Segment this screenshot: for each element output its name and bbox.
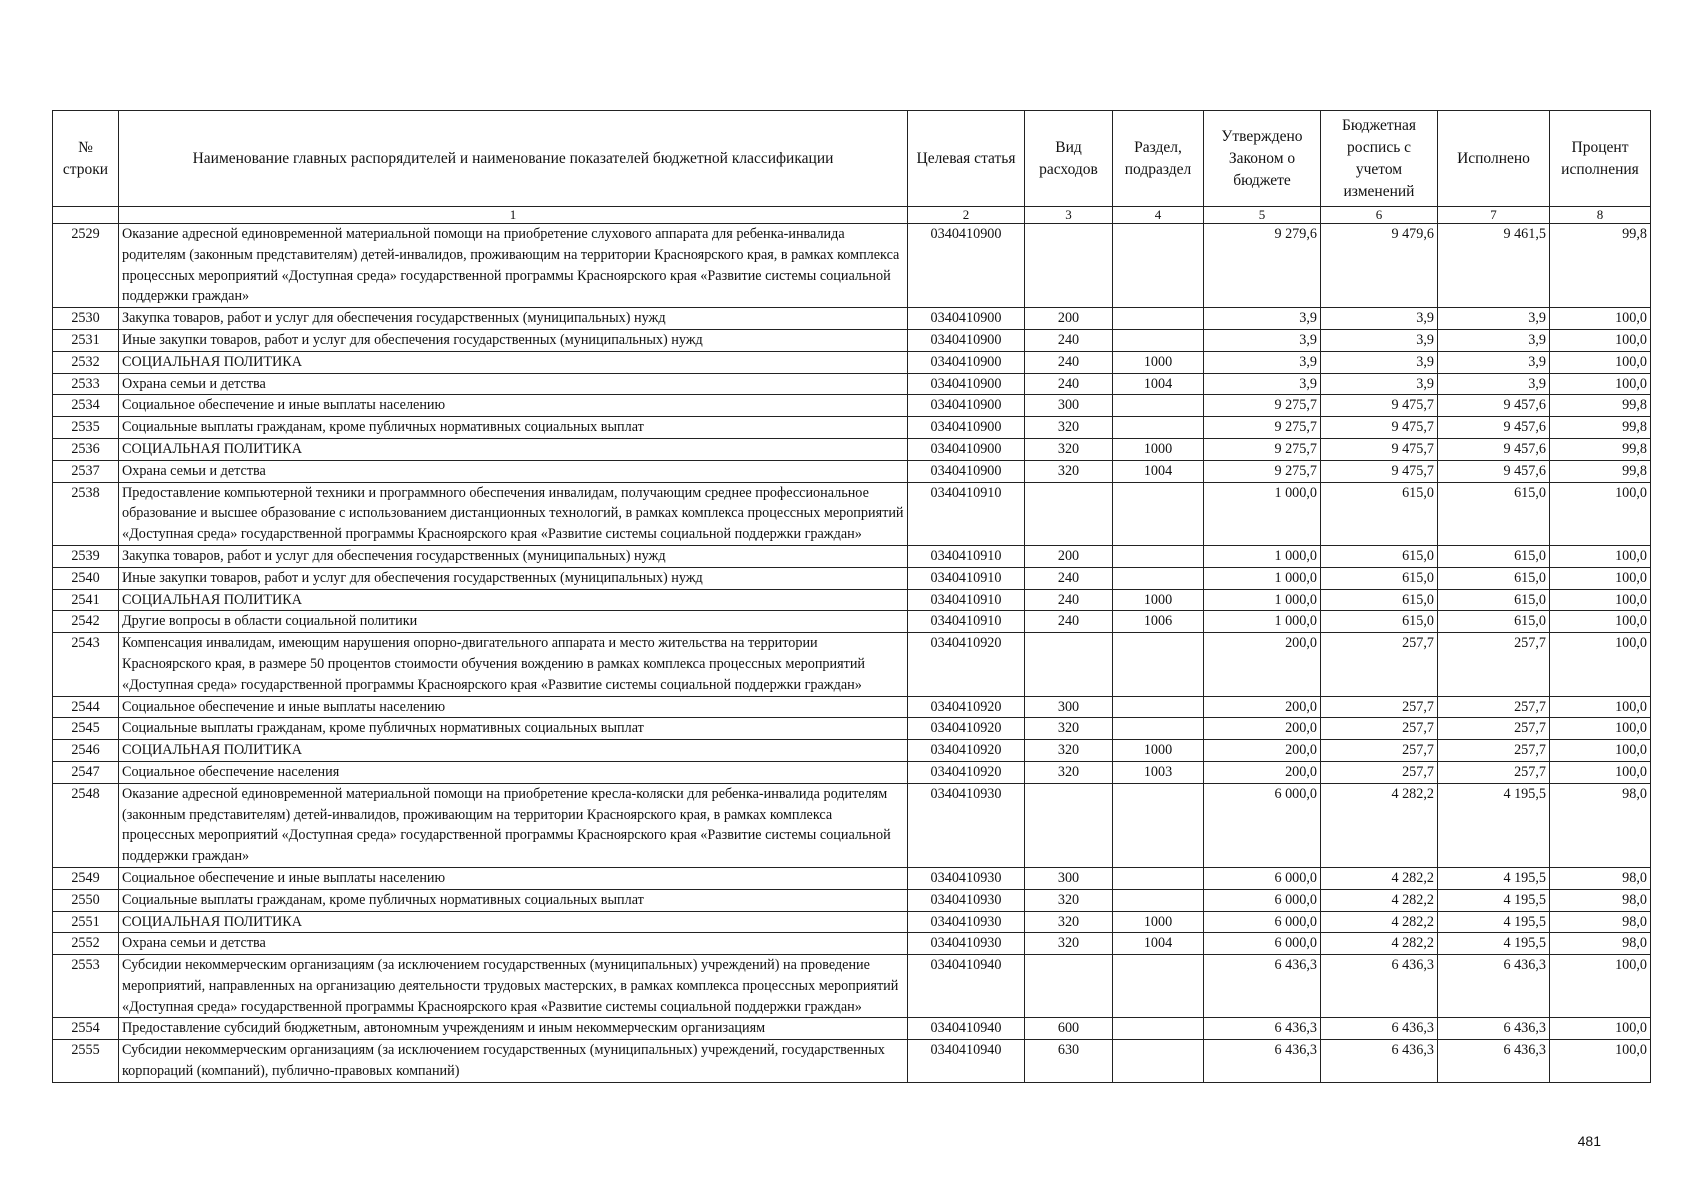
target-article-cell: 0340410920 (908, 761, 1025, 783)
percent-cell: 100,0 (1550, 633, 1651, 696)
table-row (53, 224, 1651, 308)
percent-cell: 99,8 (1550, 460, 1651, 482)
approved-amount-cell: 6 000,0 (1204, 889, 1321, 911)
header-section: Раздел, подраздел (1113, 111, 1204, 207)
approved-amount-cell: 200,0 (1204, 696, 1321, 718)
section-cell (1113, 545, 1204, 567)
expense-kind-cell: 240 (1025, 373, 1113, 395)
executed-amount-cell: 4 195,5 (1438, 933, 1550, 955)
expense-kind-cell: 300 (1025, 696, 1113, 718)
percent-cell: 100,0 (1550, 351, 1651, 373)
schedule-amount-cell: 9 475,7 (1321, 438, 1438, 460)
header-target-article: Целевая статья (908, 111, 1025, 207)
header-budget-schedule: Бюджетная роспись с учетом изменений (1321, 111, 1438, 207)
target-article-cell: 0340410920 (908, 696, 1025, 718)
executed-amount-cell: 9 457,6 (1438, 417, 1550, 439)
expense-kind-cell: 630 (1025, 1040, 1113, 1083)
executed-amount-cell: 6 436,3 (1438, 955, 1550, 1018)
target-article-cell: 0340410940 (908, 1040, 1025, 1083)
executed-amount-cell: 257,7 (1438, 696, 1550, 718)
approved-amount-cell: 200,0 (1204, 740, 1321, 762)
row-number-cell: 2539 (53, 545, 119, 567)
percent-cell: 100,0 (1550, 545, 1651, 567)
target-article-cell: 0340410900 (908, 224, 1025, 308)
target-article-cell: 0340410930 (908, 911, 1025, 933)
percent-cell: 98,0 (1550, 867, 1651, 889)
table-row (53, 783, 1651, 867)
table-row (53, 740, 1651, 762)
page-number: 481 (1577, 1133, 1601, 1149)
executed-amount-cell: 257,7 (1438, 761, 1550, 783)
target-article-cell: 0340410920 (908, 633, 1025, 696)
percent-cell: 99,8 (1550, 395, 1651, 417)
expense-kind-cell: 240 (1025, 567, 1113, 589)
target-article-cell: 0340410910 (908, 611, 1025, 633)
schedule-amount-cell: 4 282,2 (1321, 933, 1438, 955)
column-number: 5 (1204, 207, 1321, 224)
percent-cell: 100,0 (1550, 589, 1651, 611)
expense-kind-cell (1025, 482, 1113, 545)
expense-kind-cell: 320 (1025, 761, 1113, 783)
executed-amount-cell: 615,0 (1438, 611, 1550, 633)
percent-cell: 99,8 (1550, 417, 1651, 439)
schedule-amount-cell: 4 282,2 (1321, 911, 1438, 933)
column-number: 4 (1113, 207, 1204, 224)
table-header (53, 111, 1651, 207)
section-cell: 1004 (1113, 460, 1204, 482)
section-cell: 1000 (1113, 911, 1204, 933)
target-article-cell: 0340410930 (908, 783, 1025, 867)
name-cell: Социальное обеспечение и иные выплаты населению (119, 395, 908, 417)
name-cell: СОЦИАЛЬНАЯ ПОЛИТИКА (119, 589, 908, 611)
name-cell: Социальное обеспечение населения (119, 761, 908, 783)
approved-amount-cell: 200,0 (1204, 633, 1321, 696)
table-row (53, 633, 1651, 696)
approved-amount-cell: 9 275,7 (1204, 438, 1321, 460)
approved-amount-cell: 9 275,7 (1204, 395, 1321, 417)
target-article-cell: 0340410900 (908, 417, 1025, 439)
target-article-cell: 0340410900 (908, 308, 1025, 330)
section-cell (1113, 482, 1204, 545)
target-article-cell: 0340410920 (908, 740, 1025, 762)
executed-amount-cell: 4 195,5 (1438, 783, 1550, 867)
column-number: 7 (1438, 207, 1550, 224)
row-number-cell: 2555 (53, 1040, 119, 1083)
section-cell (1113, 329, 1204, 351)
percent-cell: 100,0 (1550, 329, 1651, 351)
executed-amount-cell: 257,7 (1438, 633, 1550, 696)
row-number-cell: 2547 (53, 761, 119, 783)
target-article-cell: 0340410900 (908, 373, 1025, 395)
section-cell (1113, 955, 1204, 1018)
executed-amount-cell: 6 436,3 (1438, 1018, 1550, 1040)
row-number-cell: 2529 (53, 224, 119, 308)
section-cell (1113, 567, 1204, 589)
schedule-amount-cell: 3,9 (1321, 351, 1438, 373)
expense-kind-cell: 300 (1025, 867, 1113, 889)
header-percent: Процент исполнения (1550, 111, 1651, 207)
name-cell: Охрана семьи и детства (119, 460, 908, 482)
approved-amount-cell: 3,9 (1204, 373, 1321, 395)
name-cell: Охрана семьи и детства (119, 373, 908, 395)
name-cell: СОЦИАЛЬНАЯ ПОЛИТИКА (119, 740, 908, 762)
row-number-cell: 2536 (53, 438, 119, 460)
table-row (53, 308, 1651, 330)
column-number (53, 207, 119, 224)
name-cell: Социальные выплаты гражданам, кроме публичных нормативных социальных выплат (119, 889, 908, 911)
row-number-cell: 2535 (53, 417, 119, 439)
executed-amount-cell: 615,0 (1438, 545, 1550, 567)
section-cell (1113, 1040, 1204, 1083)
target-article-cell: 0340410900 (908, 329, 1025, 351)
executed-amount-cell: 3,9 (1438, 351, 1550, 373)
percent-cell: 98,0 (1550, 889, 1651, 911)
expense-kind-cell: 320 (1025, 740, 1113, 762)
row-number-cell: 2545 (53, 718, 119, 740)
table-row (53, 545, 1651, 567)
percent-cell: 98,0 (1550, 933, 1651, 955)
name-cell: Компенсация инвалидам, имеющим нарушения опорно-двигательного аппарата и место жительства на территории Красноярского края, в размере 50 процентов стоимости обучения вождению в рамках комплекса процессных мероприятий «Доступная среда» государственной программы Красноярского края «Развитие системы социальной поддержки граждан» (119, 633, 908, 696)
header-row-number: № строки (53, 111, 119, 207)
table-row (53, 482, 1651, 545)
header-name: Наименование главных распорядителей и наименование показателей бюджетной классификации (119, 111, 908, 207)
approved-amount-cell: 1 000,0 (1204, 589, 1321, 611)
name-cell: СОЦИАЛЬНАЯ ПОЛИТИКА (119, 351, 908, 373)
expense-kind-cell (1025, 633, 1113, 696)
table-row (53, 351, 1651, 373)
row-number-cell: 2554 (53, 1018, 119, 1040)
approved-amount-cell: 9 279,6 (1204, 224, 1321, 308)
header-expense-kind: Вид расходов (1025, 111, 1113, 207)
percent-cell: 99,8 (1550, 224, 1651, 308)
table-row (53, 589, 1651, 611)
expense-kind-cell: 600 (1025, 1018, 1113, 1040)
budget-execution-table (52, 110, 1651, 1083)
schedule-amount-cell: 3,9 (1321, 373, 1438, 395)
schedule-amount-cell: 4 282,2 (1321, 783, 1438, 867)
target-article-cell: 0340410910 (908, 567, 1025, 589)
executed-amount-cell: 3,9 (1438, 329, 1550, 351)
schedule-amount-cell: 615,0 (1321, 611, 1438, 633)
percent-cell: 100,0 (1550, 718, 1651, 740)
target-article-cell: 0340410930 (908, 867, 1025, 889)
executed-amount-cell: 4 195,5 (1438, 911, 1550, 933)
section-cell (1113, 867, 1204, 889)
row-number-cell: 2549 (53, 867, 119, 889)
expense-kind-cell: 320 (1025, 417, 1113, 439)
target-article-cell: 0340410940 (908, 955, 1025, 1018)
percent-cell: 100,0 (1550, 1018, 1651, 1040)
target-article-cell: 0340410940 (908, 1018, 1025, 1040)
table-row (53, 761, 1651, 783)
executed-amount-cell: 257,7 (1438, 740, 1550, 762)
row-number-cell: 2538 (53, 482, 119, 545)
executed-amount-cell: 615,0 (1438, 589, 1550, 611)
table-row (53, 395, 1651, 417)
section-cell: 1006 (1113, 611, 1204, 633)
schedule-amount-cell: 257,7 (1321, 633, 1438, 696)
table-row (53, 1040, 1651, 1083)
approved-amount-cell: 9 275,7 (1204, 417, 1321, 439)
row-number-cell: 2548 (53, 783, 119, 867)
expense-kind-cell: 240 (1025, 329, 1113, 351)
schedule-amount-cell: 4 282,2 (1321, 889, 1438, 911)
name-cell: Субсидии некоммерческим организациям (за исключением государственных (муниципальных) учреждений, государственных корпораций (компаний), публично-правовых компаний) (119, 1040, 908, 1083)
schedule-amount-cell: 257,7 (1321, 740, 1438, 762)
approved-amount-cell: 200,0 (1204, 761, 1321, 783)
name-cell: СОЦИАЛЬНАЯ ПОЛИТИКА (119, 911, 908, 933)
row-number-cell: 2540 (53, 567, 119, 589)
expense-kind-cell: 320 (1025, 438, 1113, 460)
expense-kind-cell: 200 (1025, 545, 1113, 567)
target-article-cell: 0340410900 (908, 460, 1025, 482)
executed-amount-cell: 257,7 (1438, 718, 1550, 740)
schedule-amount-cell: 9 475,7 (1321, 395, 1438, 417)
percent-cell: 100,0 (1550, 1040, 1651, 1083)
approved-amount-cell: 1 000,0 (1204, 482, 1321, 545)
section-cell (1113, 1018, 1204, 1040)
schedule-amount-cell: 6 436,3 (1321, 1040, 1438, 1083)
section-cell (1113, 224, 1204, 308)
expense-kind-cell: 320 (1025, 718, 1113, 740)
expense-kind-cell (1025, 783, 1113, 867)
section-cell: 1003 (1113, 761, 1204, 783)
row-number-cell: 2533 (53, 373, 119, 395)
table-row (53, 611, 1651, 633)
header-approved: Утверждено Законом о бюджете (1204, 111, 1321, 207)
row-number-cell: 2542 (53, 611, 119, 633)
approved-amount-cell: 3,9 (1204, 329, 1321, 351)
executed-amount-cell: 3,9 (1438, 373, 1550, 395)
row-number-cell: 2546 (53, 740, 119, 762)
schedule-amount-cell: 4 282,2 (1321, 867, 1438, 889)
target-article-cell: 0340410900 (908, 438, 1025, 460)
schedule-amount-cell: 615,0 (1321, 567, 1438, 589)
name-cell: Социальное обеспечение и иные выплаты населению (119, 696, 908, 718)
name-cell: Иные закупки товаров, работ и услуг для обеспечения государственных (муниципальных) нужд (119, 329, 908, 351)
table-row (53, 867, 1651, 889)
target-article-cell: 0340410930 (908, 889, 1025, 911)
schedule-amount-cell: 6 436,3 (1321, 955, 1438, 1018)
expense-kind-cell (1025, 224, 1113, 308)
percent-cell: 98,0 (1550, 911, 1651, 933)
section-cell (1113, 308, 1204, 330)
name-cell: Иные закупки товаров, работ и услуг для обеспечения государственных (муниципальных) нужд (119, 567, 908, 589)
row-number-cell: 2531 (53, 329, 119, 351)
row-number-cell: 2530 (53, 308, 119, 330)
schedule-amount-cell: 257,7 (1321, 761, 1438, 783)
approved-amount-cell: 6 000,0 (1204, 911, 1321, 933)
section-cell: 1000 (1113, 740, 1204, 762)
expense-kind-cell: 300 (1025, 395, 1113, 417)
approved-amount-cell: 1 000,0 (1204, 567, 1321, 589)
expense-kind-cell: 320 (1025, 933, 1113, 955)
section-cell: 1000 (1113, 589, 1204, 611)
percent-cell: 100,0 (1550, 955, 1651, 1018)
name-cell: Предоставление субсидий бюджетным, автономным учреждениям и иным некоммерческим организациям (119, 1018, 908, 1040)
name-cell: Социальное обеспечение и иные выплаты населению (119, 867, 908, 889)
table-row (53, 329, 1651, 351)
schedule-amount-cell: 9 479,6 (1321, 224, 1438, 308)
approved-amount-cell: 6 000,0 (1204, 933, 1321, 955)
row-number-cell: 2532 (53, 351, 119, 373)
schedule-amount-cell: 9 475,7 (1321, 417, 1438, 439)
name-cell: Оказание адресной единовременной материальной помощи на приобретение кресла-коляски для ребенка-инвалида родителям (законным представителям) детей-инвалидов, проживающим на территории Красноярского края, в рамках комплекса процессных мероприятий «Доступная среда» государственной программы Красноярского края «Развитие системы социальной поддержки граждан» (119, 783, 908, 867)
percent-cell: 100,0 (1550, 308, 1651, 330)
target-article-cell: 0340410910 (908, 482, 1025, 545)
percent-cell: 100,0 (1550, 373, 1651, 395)
section-cell (1113, 718, 1204, 740)
table-row (53, 911, 1651, 933)
name-cell: Другие вопросы в области социальной политики (119, 611, 908, 633)
schedule-amount-cell: 257,7 (1321, 718, 1438, 740)
table-row (53, 889, 1651, 911)
section-cell: 1000 (1113, 438, 1204, 460)
header-executed: Исполнено (1438, 111, 1550, 207)
table-row (53, 1018, 1651, 1040)
section-cell: 1000 (1113, 351, 1204, 373)
percent-cell: 100,0 (1550, 482, 1651, 545)
name-cell: Субсидии некоммерческим организациям (за исключением государственных (муниципальных) учреждений) на проведение мероприятий, направленных на организацию деятельности трудовых мастерских, в рамках комплекса процессных мероприятий «Доступная среда» государственной программы Красноярского края «Развитие системы социальной поддержки граждан» (119, 955, 908, 1018)
column-number: 8 (1550, 207, 1651, 224)
expense-kind-cell: 240 (1025, 351, 1113, 373)
expense-kind-cell (1025, 955, 1113, 1018)
approved-amount-cell: 3,9 (1204, 308, 1321, 330)
row-number-cell: 2550 (53, 889, 119, 911)
schedule-amount-cell: 257,7 (1321, 696, 1438, 718)
executed-amount-cell: 4 195,5 (1438, 889, 1550, 911)
row-number-cell: 2534 (53, 395, 119, 417)
name-cell: Социальные выплаты гражданам, кроме публичных нормативных социальных выплат (119, 417, 908, 439)
approved-amount-cell: 1 000,0 (1204, 611, 1321, 633)
column-number: 6 (1321, 207, 1438, 224)
approved-amount-cell: 6 436,3 (1204, 1018, 1321, 1040)
table-row (53, 933, 1651, 955)
table-row (53, 417, 1651, 439)
target-article-cell: 0340410910 (908, 589, 1025, 611)
target-article-cell: 0340410920 (908, 718, 1025, 740)
name-cell: Оказание адресной единовременной материальной помощи на приобретение слухового аппарата для ребенка-инвалида родителям (законным представителям) детей-инвалидов, проживающим на территории Красноярского края, в рамках комплекса процессных мероприятий «Доступная среда» государственной программы Красноярского края «Развитие системы социальной поддержки граждан» (119, 224, 908, 308)
approved-amount-cell: 200,0 (1204, 718, 1321, 740)
approved-amount-cell: 6 436,3 (1204, 1040, 1321, 1083)
expense-kind-cell: 320 (1025, 889, 1113, 911)
expense-kind-cell: 240 (1025, 589, 1113, 611)
name-cell: Охрана семьи и детства (119, 933, 908, 955)
column-number: 2 (908, 207, 1025, 224)
approved-amount-cell: 1 000,0 (1204, 545, 1321, 567)
approved-amount-cell: 6 000,0 (1204, 867, 1321, 889)
name-cell: Закупка товаров, работ и услуг для обеспечения государственных (муниципальных) нужд (119, 308, 908, 330)
percent-cell: 100,0 (1550, 567, 1651, 589)
schedule-amount-cell: 615,0 (1321, 545, 1438, 567)
table-row (53, 718, 1651, 740)
row-number-cell: 2552 (53, 933, 119, 955)
schedule-amount-cell: 615,0 (1321, 589, 1438, 611)
schedule-amount-cell: 6 436,3 (1321, 1018, 1438, 1040)
expense-kind-cell: 200 (1025, 308, 1113, 330)
row-number-cell: 2553 (53, 955, 119, 1018)
target-article-cell: 0340410900 (908, 351, 1025, 373)
header-row (53, 111, 1651, 207)
row-number-cell: 2551 (53, 911, 119, 933)
table-row (53, 460, 1651, 482)
percent-cell: 100,0 (1550, 611, 1651, 633)
table-body (53, 207, 1651, 1083)
section-cell (1113, 417, 1204, 439)
approved-amount-cell: 9 275,7 (1204, 460, 1321, 482)
executed-amount-cell: 3,9 (1438, 308, 1550, 330)
executed-amount-cell: 615,0 (1438, 482, 1550, 545)
percent-cell: 99,8 (1550, 438, 1651, 460)
section-cell (1113, 783, 1204, 867)
name-cell: Закупка товаров, работ и услуг для обеспечения государственных (муниципальных) нужд (119, 545, 908, 567)
table-row (53, 955, 1651, 1018)
approved-amount-cell: 6 000,0 (1204, 783, 1321, 867)
name-cell: Социальные выплаты гражданам, кроме публичных нормативных социальных выплат (119, 718, 908, 740)
target-article-cell: 0340410930 (908, 933, 1025, 955)
name-cell: Предоставление компьютерной техники и программного обеспечения инвалидам, получающим среднее профессиональное образование и высшее образование с использованием дистанционных технологий, в рамках комплекса процессных мероприятий «Доступная среда» государственной программы Красноярского края «Развитие системы социальной поддержки граждан» (119, 482, 908, 545)
percent-cell: 100,0 (1550, 696, 1651, 718)
section-cell (1113, 696, 1204, 718)
executed-amount-cell: 615,0 (1438, 567, 1550, 589)
row-number-cell: 2537 (53, 460, 119, 482)
schedule-amount-cell: 9 475,7 (1321, 460, 1438, 482)
schedule-amount-cell: 3,9 (1321, 329, 1438, 351)
table-row (53, 373, 1651, 395)
percent-cell: 100,0 (1550, 761, 1651, 783)
table-row (53, 696, 1651, 718)
schedule-amount-cell: 615,0 (1321, 482, 1438, 545)
row-number-cell: 2543 (53, 633, 119, 696)
target-article-cell: 0340410910 (908, 545, 1025, 567)
target-article-cell: 0340410900 (908, 395, 1025, 417)
table-row (53, 438, 1651, 460)
expense-kind-cell: 320 (1025, 911, 1113, 933)
percent-cell: 100,0 (1550, 740, 1651, 762)
executed-amount-cell: 9 457,6 (1438, 460, 1550, 482)
executed-amount-cell: 6 436,3 (1438, 1040, 1550, 1083)
section-cell (1113, 633, 1204, 696)
percent-cell: 98,0 (1550, 783, 1651, 867)
section-cell: 1004 (1113, 373, 1204, 395)
table-row (53, 567, 1651, 589)
column-number: 1 (119, 207, 908, 224)
column-number: 3 (1025, 207, 1113, 224)
executed-amount-cell: 4 195,5 (1438, 867, 1550, 889)
executed-amount-cell: 9 457,6 (1438, 438, 1550, 460)
approved-amount-cell: 3,9 (1204, 351, 1321, 373)
row-number-cell: 2544 (53, 696, 119, 718)
schedule-amount-cell: 3,9 (1321, 308, 1438, 330)
column-number-row (53, 207, 1651, 224)
row-number-cell: 2541 (53, 589, 119, 611)
approved-amount-cell: 6 436,3 (1204, 955, 1321, 1018)
expense-kind-cell: 240 (1025, 611, 1113, 633)
executed-amount-cell: 9 457,6 (1438, 395, 1550, 417)
section-cell (1113, 395, 1204, 417)
name-cell: СОЦИАЛЬНАЯ ПОЛИТИКА (119, 438, 908, 460)
expense-kind-cell: 320 (1025, 460, 1113, 482)
executed-amount-cell: 9 461,5 (1438, 224, 1550, 308)
section-cell: 1004 (1113, 933, 1204, 955)
section-cell (1113, 889, 1204, 911)
